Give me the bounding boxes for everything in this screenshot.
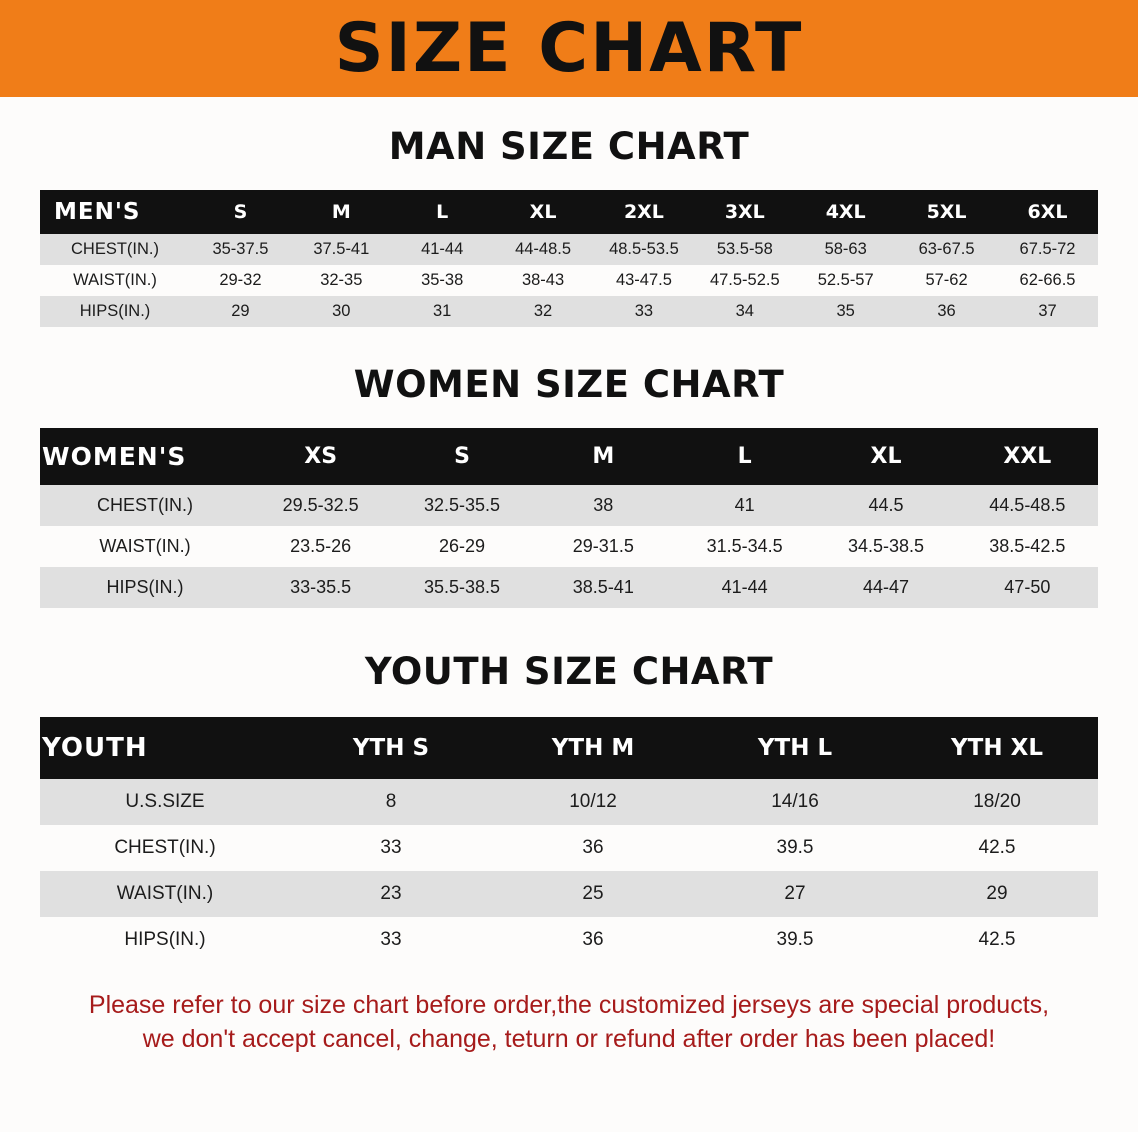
women-cell-0-3: 41 <box>674 485 815 526</box>
women-cell-1-3: 31.5-34.5 <box>674 526 815 567</box>
women-cell-1-1: 26-29 <box>391 526 532 567</box>
man-header-cell-1: S <box>190 190 291 234</box>
women-cell-2-1: 35.5-38.5 <box>391 567 532 608</box>
youth-size-table <box>40 717 1098 963</box>
women-row-label-0: CHEST(IN.) <box>40 485 250 526</box>
table-row <box>40 567 1098 608</box>
women-cell-1-5: 38.5-42.5 <box>957 526 1098 567</box>
youth-row-label-2: WAIST(IN.) <box>40 871 290 917</box>
man-cell-1-3: 38-43 <box>493 265 594 296</box>
women-row-label-2: HIPS(IN.) <box>40 567 250 608</box>
page-title: SIZE CHART <box>334 8 804 88</box>
women-header-cell-6: XXL <box>957 428 1098 485</box>
man-row-label-0: CHEST(IN.) <box>40 234 190 265</box>
youth-row-label-1: CHEST(IN.) <box>40 825 290 871</box>
youth-row-label-3: HIPS(IN.) <box>40 917 290 963</box>
man-cell-0-1: 37.5-41 <box>291 234 392 265</box>
table-header-row <box>40 428 1098 485</box>
youth-header-cell-3: YTH L <box>694 717 896 779</box>
youth-header-cell-4: YTH XL <box>896 717 1098 779</box>
youth-header-cell-1: YTH S <box>290 717 492 779</box>
policy-note-line-2: we don't accept cancel, change, teturn or refund after order has been placed! <box>142 1024 996 1053</box>
women-cell-2-5: 47-50 <box>957 567 1098 608</box>
women-cell-0-0: 29.5-32.5 <box>250 485 391 526</box>
man-cell-0-5: 53.5-58 <box>694 234 795 265</box>
table-header-row <box>40 717 1098 779</box>
man-cell-2-7: 36 <box>896 296 997 327</box>
man-header-cell-2: M <box>291 190 392 234</box>
youth-cell-2-2: 27 <box>694 871 896 917</box>
man-cell-0-0: 35-37.5 <box>190 234 291 265</box>
youth-cell-3-1: 36 <box>492 917 694 963</box>
table-row <box>40 526 1098 567</box>
man-cell-1-5: 47.5-52.5 <box>694 265 795 296</box>
man-cell-1-0: 29-32 <box>190 265 291 296</box>
policy-note <box>36 989 1102 1057</box>
man-table-wrap <box>0 190 1138 327</box>
man-cell-2-4: 33 <box>594 296 695 327</box>
table-row <box>40 234 1098 265</box>
table-row <box>40 485 1098 526</box>
youth-cell-0-1: 10/12 <box>492 779 694 825</box>
man-table-body <box>40 234 1098 327</box>
table-header-row <box>40 190 1098 234</box>
women-cell-0-1: 32.5-35.5 <box>391 485 532 526</box>
youth-cell-0-3: 18/20 <box>896 779 1098 825</box>
women-cell-0-2: 38 <box>533 485 674 526</box>
man-cell-1-1: 32-35 <box>291 265 392 296</box>
table-row <box>40 296 1098 327</box>
man-row-label-1: WAIST(IN.) <box>40 265 190 296</box>
man-cell-0-2: 41-44 <box>392 234 493 265</box>
man-header-cell-7: 4XL <box>795 190 896 234</box>
women-cell-1-0: 23.5-26 <box>250 526 391 567</box>
women-header-cell-3: M <box>533 428 674 485</box>
women-cell-1-4: 34.5-38.5 <box>815 526 956 567</box>
man-cell-1-6: 52.5-57 <box>795 265 896 296</box>
youth-section-title: YOUTH SIZE CHART <box>364 650 774 693</box>
man-cell-0-8: 67.5-72 <box>997 234 1098 265</box>
women-cell-2-4: 44-47 <box>815 567 956 608</box>
header-banner <box>0 0 1138 97</box>
women-header-cell-4: L <box>674 428 815 485</box>
youth-cell-1-3: 42.5 <box>896 825 1098 871</box>
youth-table-body <box>40 779 1098 963</box>
women-cell-0-5: 44.5-48.5 <box>957 485 1098 526</box>
man-cell-2-1: 30 <box>291 296 392 327</box>
table-row <box>40 917 1098 963</box>
youth-cell-3-2: 39.5 <box>694 917 896 963</box>
man-table-header <box>40 190 1098 234</box>
women-cell-2-0: 33-35.5 <box>250 567 391 608</box>
youth-cell-0-0: 8 <box>290 779 492 825</box>
man-header-cell-3: L <box>392 190 493 234</box>
man-cell-2-3: 32 <box>493 296 594 327</box>
youth-header-cell-0: YOUTH <box>40 717 290 779</box>
youth-cell-3-3: 42.5 <box>896 917 1098 963</box>
man-cell-0-3: 44-48.5 <box>493 234 594 265</box>
women-row-label-1: WAIST(IN.) <box>40 526 250 567</box>
youth-cell-1-0: 33 <box>290 825 492 871</box>
women-header-cell-0: WOMEN'S <box>40 428 250 485</box>
youth-cell-3-0: 33 <box>290 917 492 963</box>
youth-table-wrap <box>0 717 1138 963</box>
man-cell-2-5: 34 <box>694 296 795 327</box>
table-row <box>40 265 1098 296</box>
man-size-table <box>40 190 1098 327</box>
man-cell-0-7: 63-67.5 <box>896 234 997 265</box>
youth-cell-1-1: 36 <box>492 825 694 871</box>
youth-row-label-0: U.S.SIZE <box>40 779 290 825</box>
man-cell-0-4: 48.5-53.5 <box>594 234 695 265</box>
man-cell-2-0: 29 <box>190 296 291 327</box>
women-table-header <box>40 428 1098 485</box>
youth-cell-2-0: 23 <box>290 871 492 917</box>
women-cell-2-3: 41-44 <box>674 567 815 608</box>
policy-note-line-1: Please refer to our size chart before order,the customized jerseys are special products, <box>88 991 1050 1019</box>
youth-cell-2-3: 29 <box>896 871 1098 917</box>
women-table-body <box>40 485 1098 608</box>
man-section-title: MAN SIZE CHART <box>388 125 750 168</box>
youth-cell-0-2: 14/16 <box>694 779 896 825</box>
man-header-cell-4: XL <box>493 190 594 234</box>
man-cell-1-2: 35-38 <box>392 265 493 296</box>
table-row <box>40 825 1098 871</box>
women-table-wrap <box>0 428 1138 608</box>
women-header-cell-5: XL <box>815 428 956 485</box>
women-size-table <box>40 428 1098 608</box>
women-section-title: WOMEN SIZE CHART <box>353 363 785 406</box>
man-cell-2-6: 35 <box>795 296 896 327</box>
women-cell-0-4: 44.5 <box>815 485 956 526</box>
man-header-cell-0: MEN'S <box>40 190 190 234</box>
man-cell-2-8: 37 <box>997 296 1098 327</box>
youth-cell-1-2: 39.5 <box>694 825 896 871</box>
man-header-cell-9: 6XL <box>997 190 1098 234</box>
man-header-cell-6: 3XL <box>694 190 795 234</box>
man-header-cell-5: 2XL <box>594 190 695 234</box>
man-cell-2-2: 31 <box>392 296 493 327</box>
man-row-label-2: HIPS(IN.) <box>40 296 190 327</box>
table-row <box>40 871 1098 917</box>
youth-header-cell-2: YTH M <box>492 717 694 779</box>
women-header-cell-1: XS <box>250 428 391 485</box>
man-cell-1-4: 43-47.5 <box>594 265 695 296</box>
women-cell-2-2: 38.5-41 <box>533 567 674 608</box>
youth-table-header <box>40 717 1098 779</box>
youth-cell-2-1: 25 <box>492 871 694 917</box>
man-cell-1-8: 62-66.5 <box>997 265 1098 296</box>
man-header-cell-8: 5XL <box>896 190 997 234</box>
table-row <box>40 779 1098 825</box>
women-header-cell-2: S <box>391 428 532 485</box>
man-cell-0-6: 58-63 <box>795 234 896 265</box>
man-cell-1-7: 57-62 <box>896 265 997 296</box>
women-cell-1-2: 29-31.5 <box>533 526 674 567</box>
